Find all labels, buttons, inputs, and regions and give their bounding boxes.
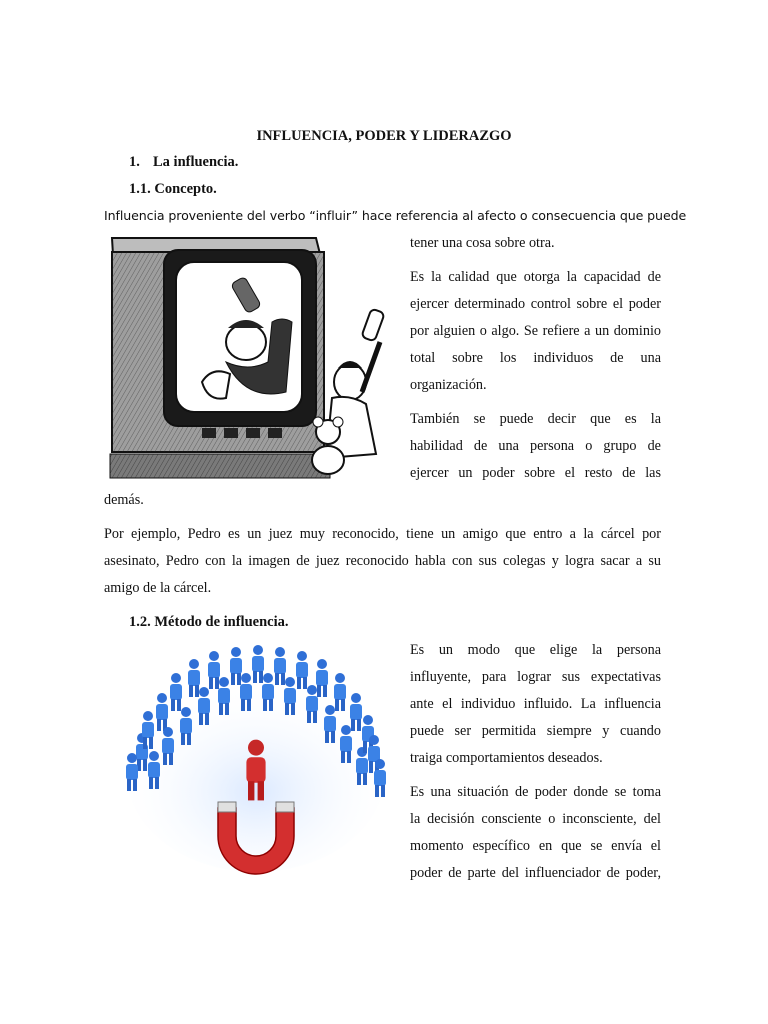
intro-line: Influencia proveniente del verbo “influir” hace referencia al afecto o consecuencia que puede — [104, 208, 687, 223]
method-p1-line: traiga comportamientos deseados. — [410, 750, 603, 766]
subsection-heading-concepto: 1.1. Concepto. — [129, 181, 217, 197]
method-p1-line: Es un modo que elige la persona — [410, 642, 661, 658]
method-p2-line: momento específico en que se envía el — [410, 838, 661, 854]
method-p1-line: puede ser permitida siempre y cuando — [410, 723, 661, 739]
method-p1-line: ante el individuo influido. La influencia — [410, 696, 661, 712]
example-line: amigo de la cárcel. — [104, 580, 212, 596]
concept-p3-line: habilidad de una persona o grupo de — [410, 438, 661, 454]
method-p2-line: poder de parte del influenciador de poder, — [410, 865, 661, 881]
concept-line: tener una cosa sobre otra. — [410, 235, 555, 251]
concept-p2-line: total sobre los individuos de una — [410, 350, 661, 366]
concept-p2-line: ejercer determinado control sobre el poder — [410, 296, 661, 312]
section-number: 1. — [129, 154, 140, 170]
tv-cartoon-image — [106, 232, 400, 484]
page-title: INFLUENCIA, PODER Y LIDERAZGO — [256, 128, 512, 144]
example-line: asesinato, Pedro con la imagen de juez reconocido habla con sus colegas y logra sacar a su — [104, 553, 661, 569]
concept-p3-tail: demás. — [104, 492, 144, 508]
method-p1-line: influyente, para lograr sus expectativas — [410, 669, 661, 685]
subsection-heading-metodo: 1.2. Método de influencia. — [129, 614, 289, 630]
concept-p2-line: organización. — [410, 377, 487, 393]
method-p2-line: Es una situación de poder donde se toma — [410, 784, 661, 800]
method-p2-line: la decisión consciente o inconsciente, del — [410, 811, 661, 827]
concept-p2-line: por alguien o algo. Se refiere a un dominio — [410, 323, 661, 339]
concept-p3-line: ejercer un poder sobre el resto de las — [410, 465, 661, 481]
crowd-magnet-image — [118, 642, 394, 884]
concept-p3-line: También se puede decir que es la — [410, 411, 661, 427]
section-heading: La influencia. — [153, 154, 239, 170]
concept-p2-line: Es la calidad que otorga la capacidad de — [410, 269, 661, 285]
example-line: Por ejemplo, Pedro es un juez muy reconocido, tiene un amigo que entro a la cárcel por — [104, 526, 661, 542]
